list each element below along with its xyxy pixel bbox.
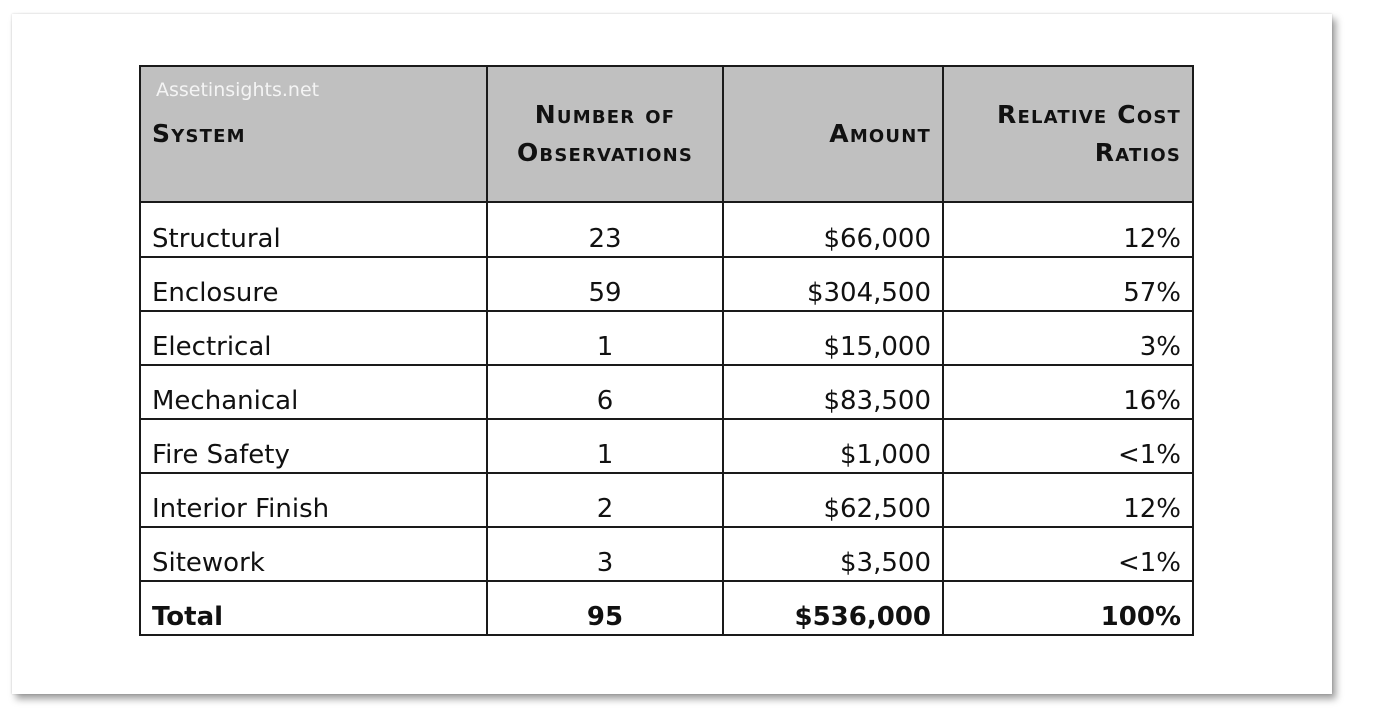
total-amount-cell: $536,000: [723, 581, 943, 635]
observations-cell: 1: [487, 419, 723, 473]
header-ratio: [943, 66, 1193, 202]
total-observations-cell: 95: [487, 581, 723, 635]
watermark-text: Assetinsights.net: [156, 79, 320, 101]
table-row: [140, 365, 1193, 419]
amount-cell: $62,500: [723, 473, 943, 527]
table-row: [140, 473, 1193, 527]
ratio-cell: 12%: [943, 202, 1193, 257]
document-page: [12, 14, 1332, 694]
observations-cell: 23: [487, 202, 723, 257]
table-header-row: [140, 66, 1193, 202]
total-row: [140, 581, 1193, 635]
ratio-cell: 57%: [943, 257, 1193, 311]
system-cell: Interior Finish: [140, 473, 487, 527]
system-cell: Fire Safety: [140, 419, 487, 473]
header-observations-line2: Observations: [516, 138, 694, 167]
amount-cell: $3,500: [723, 527, 943, 581]
ratio-cell: 12%: [943, 473, 1193, 527]
header-ratio-line1: Relative Cost: [997, 100, 1181, 129]
system-cell: Electrical: [140, 311, 487, 365]
header-amount-label: Amount: [829, 119, 931, 148]
cost-summary-table: [139, 65, 1194, 636]
system-cell: Enclosure: [140, 257, 487, 311]
header-amount: [723, 66, 943, 202]
observations-cell: 3: [487, 527, 723, 581]
header-system: [140, 66, 487, 202]
observations-cell: 59: [487, 257, 723, 311]
system-cell: Mechanical: [140, 365, 487, 419]
table-row: [140, 257, 1193, 311]
header-ratio-line2: Ratios: [1094, 138, 1181, 167]
table-row: [140, 527, 1193, 581]
system-cell: Sitework: [140, 527, 487, 581]
observations-cell: 2: [487, 473, 723, 527]
amount-cell: $83,500: [723, 365, 943, 419]
table-row: [140, 202, 1193, 257]
amount-cell: $15,000: [723, 311, 943, 365]
amount-cell: $304,500: [723, 257, 943, 311]
observations-cell: 6: [487, 365, 723, 419]
system-cell: Structural: [140, 202, 487, 257]
header-observations-line1: Number of: [534, 100, 676, 129]
total-label-cell: Total: [140, 581, 487, 635]
ratio-cell: 16%: [943, 365, 1193, 419]
table-row: [140, 419, 1193, 473]
ratio-cell: <1%: [943, 419, 1193, 473]
amount-cell: $66,000: [723, 202, 943, 257]
header-observations: [487, 66, 723, 202]
header-system-label: System: [152, 119, 246, 148]
amount-cell: $1,000: [723, 419, 943, 473]
ratio-cell: 3%: [943, 311, 1193, 365]
ratio-cell: <1%: [943, 527, 1193, 581]
table-row: [140, 311, 1193, 365]
observations-cell: 1: [487, 311, 723, 365]
total-ratio-cell: 100%: [943, 581, 1193, 635]
